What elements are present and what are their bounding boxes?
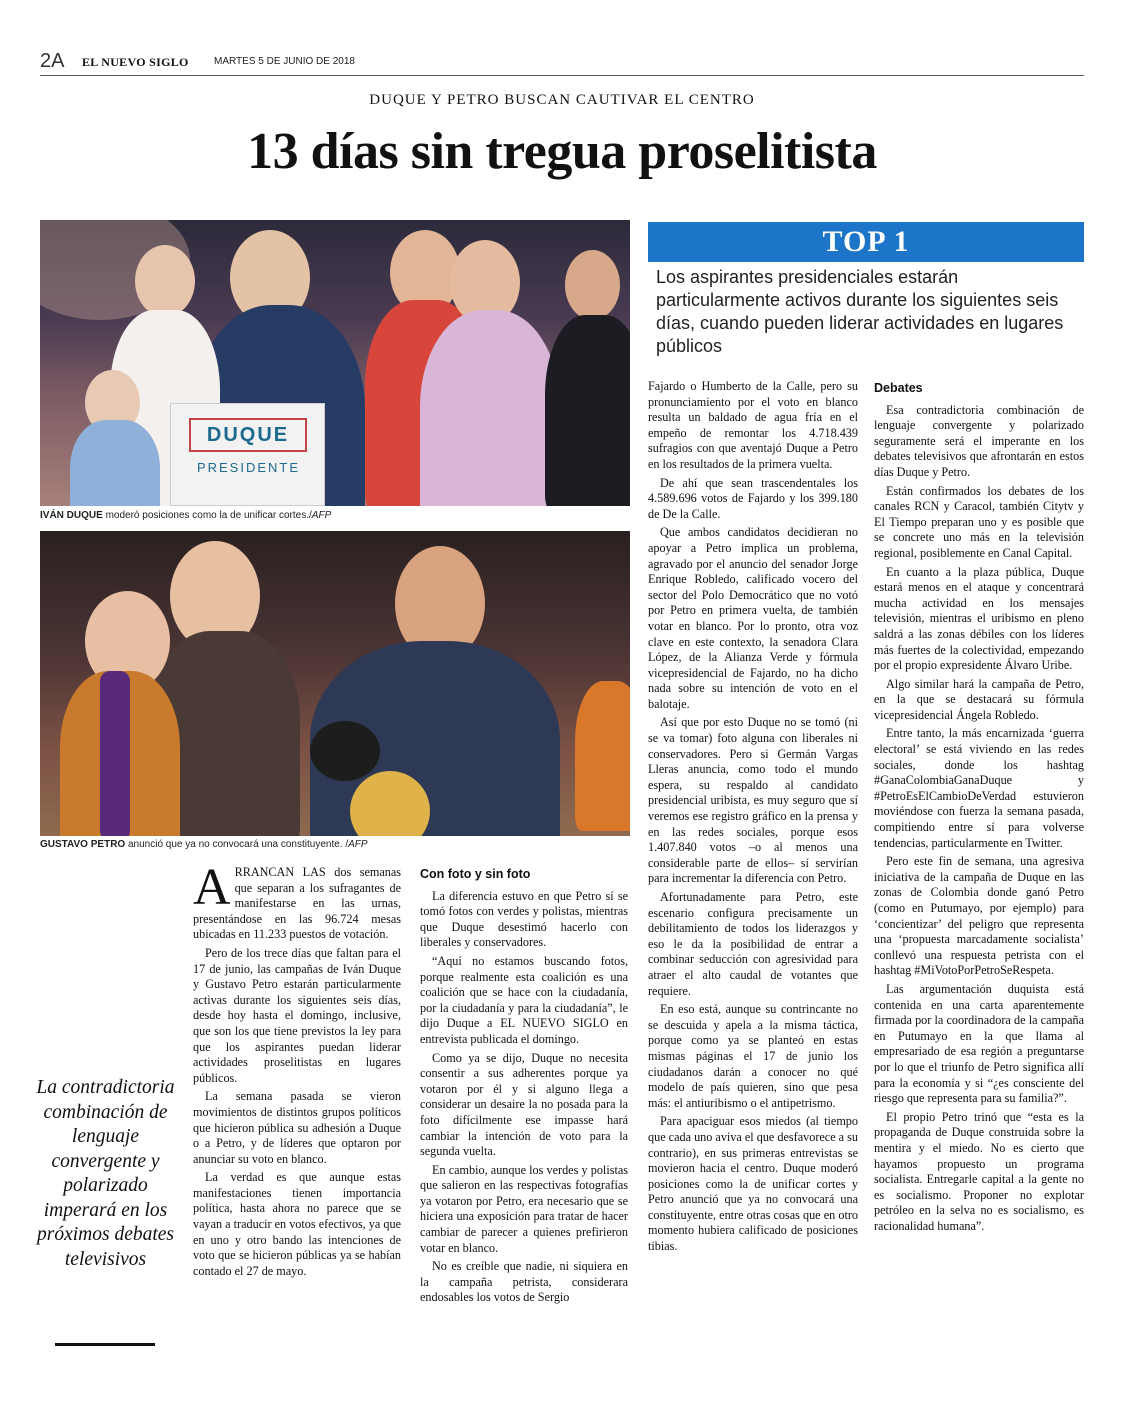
caption-text: anunció que ya no convocará una constituyente. / (125, 839, 349, 850)
caption-name: IVÁN DUQUE (40, 510, 103, 521)
page-number: 2A (40, 50, 65, 72)
article-paragraph: Están confirmados los debates de los canales RCN y Caracol, también Citytv y El Tiempo preparan uno y es posible que se concrete uno más en la televisión regional, posiblemente en Canal Capital. (874, 483, 1084, 560)
kicker: DUQUE Y PETRO BUSCAN CAUTIVAR EL CENTRO (369, 92, 755, 108)
article-paragraph: En eso está, aunque su contrincante no se descuida y apela a la misma táctica, porque como ya se planteó en estas mismas páginas el 17 de junio los ciudadanos darán a conocer no qué modelo de país quieren, sino que pesa más: el antiuribismo o el antipetrismo. (648, 1002, 858, 1110)
pull-quote: La contradictoria combinación de lenguaje convergente y polarizado imperará en los próximos debates televisivos (36, 1077, 175, 1270)
subheading: Debates (874, 381, 923, 395)
article-paragraph: Las argumentación duquista está contenida en una carta aparentemente firmada por la coordinadora de la campaña en Putumayo en la que llama al empresariado de esa región a preguntarse por lo que el triunfo de Petro significa allí para la economía y si “¿es consciente del riesgo que representa para su familia?”. (874, 981, 1084, 1106)
top-box-deck: Los aspirantes presidenciales estarán particularmente activos durante los siguientes seis días, cuando pueden liderar actividades en lugares públicos (656, 267, 1064, 356)
photo-caption-2 (40, 839, 368, 850)
article-paragraph: No es creíble que nadie, ni siquiera en la campaña petrista, considerara endosables los votos de Sergio (420, 1259, 628, 1305)
caption-name: GUSTAVO PETRO (40, 839, 126, 850)
photo-gustavo-petro (40, 531, 630, 836)
article-paragraph: La verdad es que aunque estas manifestaciones tienen importancia política, hasta ahora no parece que se vayan a traducir en votos efectivos, ya que en uno y otro bando las intenciones de voto que se hicieron públicas ya se habían contado el 27 de mayo. (193, 1170, 401, 1278)
pull-quote-rule (55, 1343, 155, 1346)
article-paragraph: Esa contradictoria combinación de lenguaje convergente y polarizado seguramente será el imperante en los debates televisivos que afrontarán en estos días Duque y Petro. (874, 402, 1084, 479)
article-paragraph: Como ya se dijo, Duque no necesita consentir a sus adherentes porque ya votaron por él y si alguno llega a considerar un desaire la no posada para la foto difícilmente ese impasse hará cambiar la intención de voto para la segunda vuelta. (420, 1050, 628, 1159)
article-paragraph: En cambio, aunque los verdes y polistas que salieron en las respectivas fotografías ya votaron por Petro, era necesario que se hiciera una exposición para tratar de hacer cambiar de parecer a quienes prefirieron votar en blanco. (420, 1162, 628, 1255)
newspaper-name: EL NUEVO SIGLO (82, 55, 189, 69)
article-paragraph: Fajardo o Humberto de la Calle, pero su pronunciamiento por el voto en blanco resulta un baldado de agua fría en el empeño de remontar los 4.718.439 sufragios con que aventajó Duque a Petro en los resultados de la primera vuelta. (648, 379, 858, 471)
subheading: Con foto y sin foto (420, 867, 531, 881)
article-paragraph: La diferencia estuvo en que Petro sí se tomó fotos con verdes y polistas, mientras que Duque desestimó hacerlo con liberales y conservadores. (420, 888, 628, 950)
article-paragraph: Afortunadamente para Petro, este escenario configura precisamente un debilitamiento de todos los liderazgos y eso le da la posibilidad de entrar a combinar seducción con agresividad para atraer el alto caudal de votantes que requiere. (648, 890, 858, 998)
article-column-2 (420, 865, 628, 1309)
article-paragraph: Pero de los trece días que faltan para el 17 de junio, las campañas de Iván Duque y Gustavo Petro estarán particularmente activas durante los siguientes seis días, desde hoy hasta el domingo, inclusive, que son los que tiene previstos la ley para que los aspirantes puedan liderar actividades proselitistas en lugares públicos. (193, 945, 401, 1085)
drop-cap: A (193, 859, 231, 916)
article-column-1 (193, 859, 401, 1282)
caption-credit: AFP (311, 510, 332, 521)
article-paragraph: ARRANCAN LAS dos semanas que separan a los sufragantes de manifestarse en las urnas, presentándose en las 96.724 mesas ubicadas en 11.233 puestos de votación. (193, 859, 401, 942)
caption-text: moderó posiciones como la de unificar cortes./ (102, 510, 312, 521)
article-paragraph: De ahí que sean trascendentales los 4.589.696 votos de Fajardo y los 399.180 de De la Calle. (648, 475, 858, 521)
headline: 13 días sin tregua proselitista (247, 123, 877, 180)
photo-ivan-duque (40, 220, 630, 506)
article-paragraph: En cuanto a la plaza pública, Duque estará menos en el ataque y concentrará mucha actividad en los mensajes televisión, mientras el uribismo en pleno saldrá a las zonas débiles con los líderes más fuertes de la colectividad, empezando por el propio expresidente Álvaro Uribe. (874, 564, 1084, 673)
podium-logo: DUQUE (189, 418, 307, 452)
article-paragraph: Entre tanto, la más encarnizada ‘guerra electoral’ se está viviendo en las redes sociales, donde los hashtag #GanaColombiaGanaDuque y #PetroEsElCambioDeVerdad estuvieron moviéndose con fuerza la semana pasada, compitiendo entre sí para volverse tendencias, particularmente en Twitter. (874, 726, 1084, 850)
article-paragraph: Pero este fin de semana, una agresiva iniciativa de la campaña de Duque en las zonas de Colombia donde ganó Petro (como en Putumayo, por ejemplo) para ‘concientizar’ del peligro que representa una ‘propuesta marcadamente socialista’ conllevó una respuesta petrista con el hashtag #MiVotoPorPetroSeRespeta. (874, 854, 1084, 978)
page-header (40, 50, 1084, 76)
caption-credit: AFP (348, 839, 368, 850)
top-box-label: TOP 1 (648, 222, 1084, 262)
podium-subtitle: PRESIDENTE (196, 460, 301, 475)
article-paragraph: Que ambos candidatos decidieran no apoyar a Petro implica un problema, agravado por el anuncio del senador Jorge Enrique Robledo, calificado vocero del sector del Polo Democrático que no votó por Petro en primera vuelta, de también votar en blanco. Por lo pronto, otra voz clave en este contexto, la senadora Clara López, de la Alianza Verde y fórmula vicepresidencial de Fajardo, no ha dicho nada sobre su intención de voto en el balotaje. (648, 525, 858, 711)
article-column-3 (648, 379, 858, 1258)
article-paragraph: “Aquí no estamos buscando fotos, porque realmente esta coalición es una coalición que se hace con la ciudadanía, por la ciudadanía y para la ciudadanía”, le dijo Duque a EL NUEVO SIGLO en entrevista publicada el domingo. (420, 953, 628, 1046)
lead-smallcaps: RRANCAN LAS (234, 865, 326, 879)
photo-caption-1 (40, 510, 331, 521)
issue-date: MARTES 5 DE JUNIO DE 2018 (214, 56, 355, 67)
article-paragraph: El propio Petro trinó que “esta es la propaganda de Duque construida sobre la mentira y el miedo. No es cierto que hayamos propuesto un programa socialista. Entregarle capital a la gente no es socialismo. Proponer no explotar petróleo en la selva no es socialismo, es racionalidad humana”. (874, 1109, 1084, 1233)
article-paragraph: Para apaciguar esos miedos (al tiempo que cada uno aviva el que desfavorece a su contrario), en sus primeras entrevistas se movieron hacia el centro. Duque moderó posiciones como la de unificar cortes y Petro anunció que ya no convocará una constituyente, entre otras cosas que en otro momento hubiera calificado de posiciones tibias. (648, 1114, 858, 1254)
article-column-4 (874, 379, 1084, 1237)
article-paragraph: Algo similar hará la campaña de Petro, en la que se destacará su fórmula vicepresidencial Ángela Robledo. (874, 676, 1084, 722)
article-paragraph: La semana pasada se vieron movimientos de distintos grupos políticos que hicieron pública su adhesión a Duque o a Petro, y de líderes que optaron por anunciar su voto en blanco. (193, 1089, 401, 1166)
article-paragraph: Así que por esto Duque no se tomó (ni se va tomar) foto alguna con liberales ni conservadores. Pero si Germán Vargas Lleras anuncia, como todo el mundo espera, su respaldo al candidato presidencial uribista, es muy seguro que sí veremos ese registro gráfico en la prensa y en las redes sociales, porque esos 1.407.840 votos –o al menos una considerable parte de ellos– sí servirían para incrementar la diferencia con Petro. (648, 715, 858, 886)
podium (170, 403, 325, 506)
